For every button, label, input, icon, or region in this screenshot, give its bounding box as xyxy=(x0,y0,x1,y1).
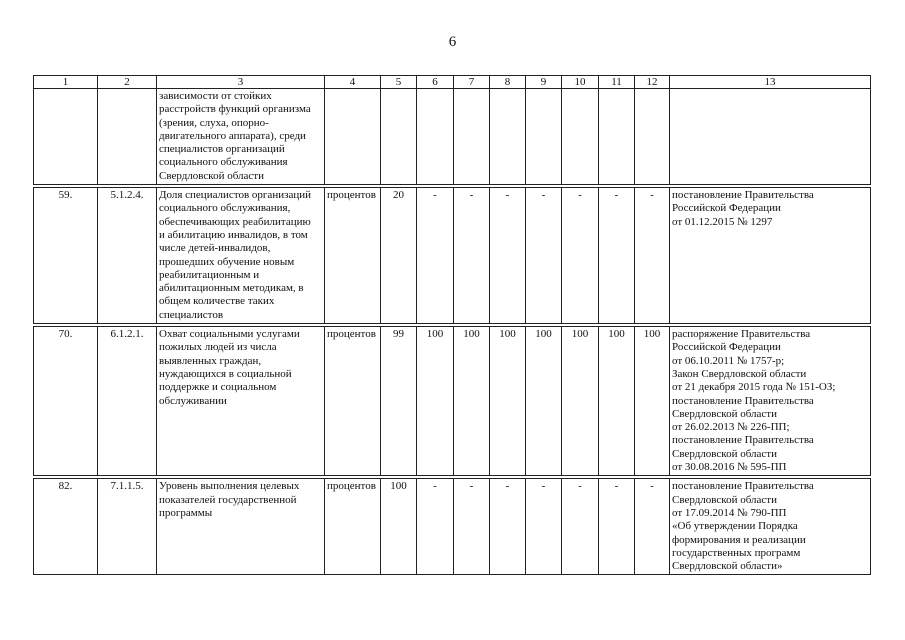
column-header: 10 xyxy=(562,76,599,89)
value-cell: - xyxy=(526,188,562,324)
indicator-name-cell: Охват социальными услугами пожилых людей из числа выявленных граждан, нуждающихся в социальной поддержке и социальном обслуживании xyxy=(157,327,325,476)
source-document-cell: постановление Правительства Российской Федерации от 01.12.2015 № 1297 xyxy=(670,188,871,324)
value-cell: 100 xyxy=(599,327,635,476)
column-header: 11 xyxy=(599,76,635,89)
column-header: 12 xyxy=(635,76,670,89)
indicator-name-cell: Уровень выполнения целевых показателей государственной программы xyxy=(157,479,325,575)
column-header: 1 xyxy=(34,76,98,89)
value-cell: - xyxy=(454,188,490,324)
indicator-code-cell: 5.1.2.4. xyxy=(98,188,157,324)
table-body xyxy=(34,76,871,575)
value-cell: - xyxy=(526,479,562,575)
source-document-cell: распоряжение Правительства Российской Федерации от 06.10.2011 № 1757-р; Закон Свердловской области от 21 декабря 2015 года № 151-ОЗ; постановление Правительства Свердловской области от 26.02.2013 № 226-ПП; постановление Правительства Свердловской области от 30.08.2016 № 595-ПП xyxy=(670,327,871,476)
value-cell: - xyxy=(599,479,635,575)
value-cell: - xyxy=(490,479,526,575)
row-number-cell: 70. xyxy=(34,327,98,476)
table-row xyxy=(34,479,871,575)
continuation-row xyxy=(34,89,871,185)
unit-cell: процентов xyxy=(325,188,381,324)
value-cell: 100 xyxy=(526,327,562,476)
value-cell: - xyxy=(417,479,454,575)
value-cell: - xyxy=(490,188,526,324)
value-cell: 100 xyxy=(417,327,454,476)
page-number: 6 xyxy=(448,34,457,50)
value-cell: 20 xyxy=(381,188,417,324)
unit-cell: процентов xyxy=(325,479,381,575)
indicator-code-cell: 6.1.2.1. xyxy=(98,327,157,476)
value-cell: - xyxy=(635,188,670,324)
column-header: 2 xyxy=(98,76,157,89)
value-cell: 100 xyxy=(381,479,417,575)
column-header: 3 xyxy=(157,76,325,89)
table-row xyxy=(34,327,871,476)
value-cell: - xyxy=(562,479,599,575)
column-header: 5 xyxy=(381,76,417,89)
row-number-cell: 59. xyxy=(34,188,98,324)
value-cell: - xyxy=(417,188,454,324)
column-numbers-row xyxy=(34,76,871,89)
column-header: 6 xyxy=(417,76,454,89)
column-header: 8 xyxy=(490,76,526,89)
column-header: 4 xyxy=(325,76,381,89)
indicator-name-cell: зависимости от стойких расстройств функций организма (зрения, слуха, опорно- двигательного аппарата), среди специалистов организаций социального обслуживания Свердловской области xyxy=(157,89,325,185)
indicator-name-cell: Доля специалистов организаций социального обслуживания, обеспечивающих реабилитацию и абилитацию инвалидов, в том числе детей-инвалидов, прошедших обучение новым реабилитационным и абилитационным методикам, в общем количестве таких специалистов xyxy=(157,188,325,324)
value-cell: 100 xyxy=(454,327,490,476)
value-cell: - xyxy=(454,479,490,575)
value-cell: 100 xyxy=(635,327,670,476)
column-header: 9 xyxy=(526,76,562,89)
value-cell: 99 xyxy=(381,327,417,476)
unit-cell: процентов xyxy=(325,327,381,476)
value-cell: 100 xyxy=(490,327,526,476)
table-row xyxy=(34,188,871,324)
source-document-cell: постановление Правительства Свердловской области от 17.09.2014 № 790-ПП «Об утверждении Порядка формирования и реализации государственных программ Свердловской области» xyxy=(670,479,871,575)
column-header: 7 xyxy=(454,76,490,89)
value-cell: 100 xyxy=(562,327,599,476)
column-header: 13 xyxy=(670,76,871,89)
row-number-cell: 82. xyxy=(34,479,98,575)
value-cell: - xyxy=(562,188,599,324)
indicator-code-cell: 7.1.1.5. xyxy=(98,479,157,575)
indicators-table xyxy=(33,75,871,575)
value-cell: - xyxy=(635,479,670,575)
value-cell: - xyxy=(599,188,635,324)
